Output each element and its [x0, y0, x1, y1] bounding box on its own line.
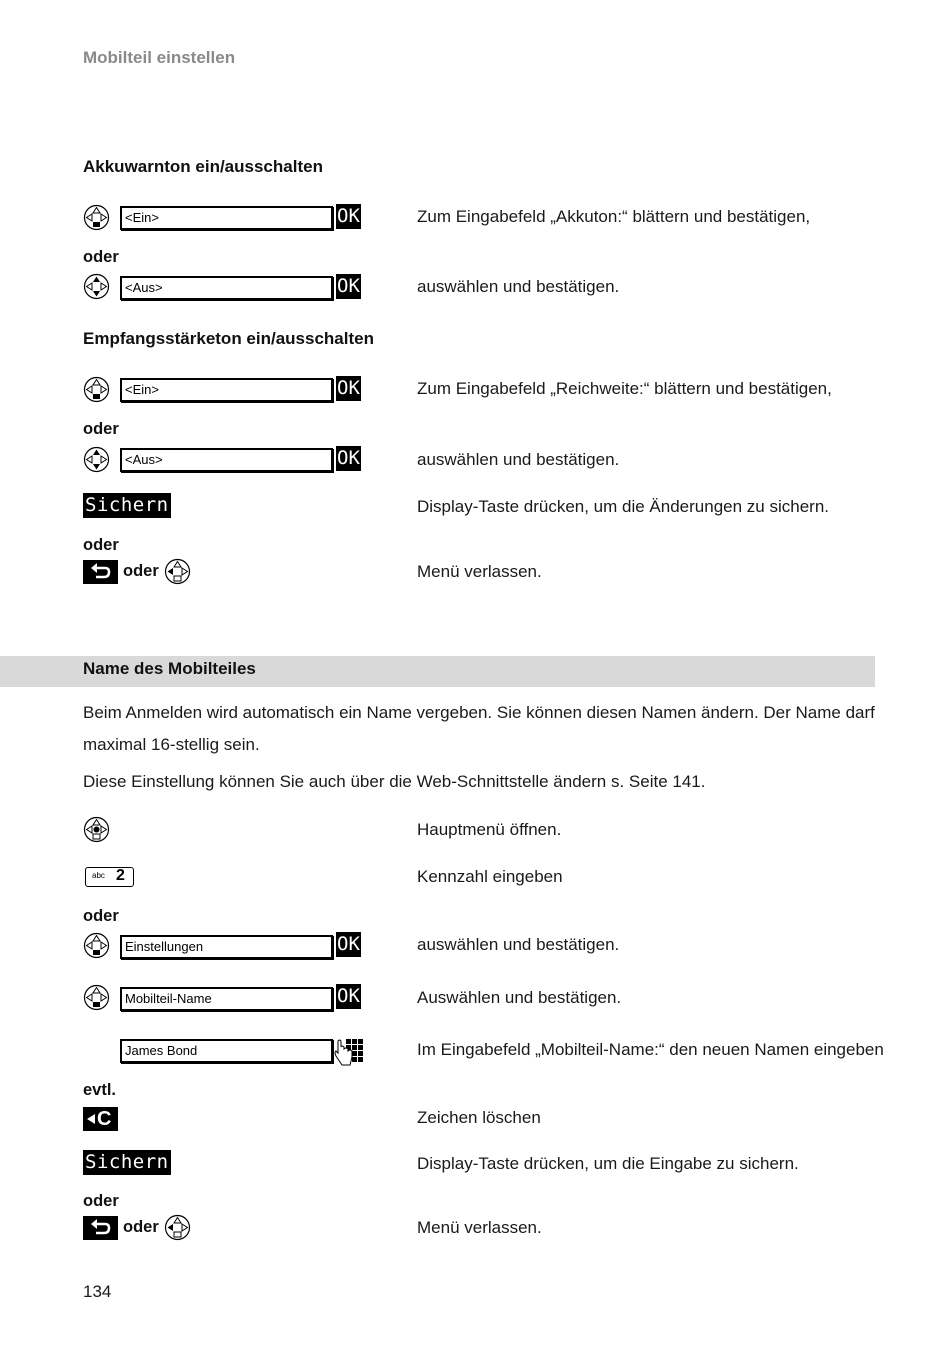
name-value-field[interactable]: James Bond — [120, 1039, 333, 1063]
ok-key[interactable]: OK — [337, 205, 360, 227]
ok-key[interactable]: OK — [337, 447, 360, 469]
digit-key-number: 2 — [116, 867, 125, 884]
page-number: 134 — [83, 1282, 112, 1301]
nav-key-icon — [83, 376, 110, 403]
handset-name-field[interactable]: Mobilteil-Name — [120, 987, 333, 1011]
nav-key-icon — [164, 558, 191, 585]
main-menu-desc: Hauptmenü öffnen. — [417, 820, 562, 839]
settings-field[interactable]: Einstellungen — [120, 935, 333, 959]
delete-desc: Zeichen löschen — [417, 1108, 541, 1127]
code-desc: Kennzahl eingeben — [417, 867, 563, 886]
empfang-heading: Empfangsstärketon ein/ausschalten — [83, 329, 374, 348]
settings-desc: auswählen und bestätigen. — [417, 935, 620, 954]
ok-key[interactable]: OK — [337, 933, 360, 955]
digit-key-2[interactable] — [85, 867, 134, 887]
or-label: oder — [83, 1192, 119, 1210]
akku-off-desc: auswählen und bestätigen. — [417, 277, 620, 296]
delete-key[interactable] — [83, 1107, 118, 1131]
digit-key-letters: abc — [92, 871, 105, 880]
handset-name-desc: Auswählen und bestätigen. — [417, 988, 622, 1007]
intro-paragraph-line: maximal 16-stellig sein. — [83, 735, 260, 754]
or-label: oder — [83, 420, 119, 438]
ok-key[interactable]: OK — [337, 985, 360, 1007]
save-softkey[interactable]: Sichern — [85, 1151, 169, 1173]
nav-key-icon — [83, 273, 110, 300]
nav-key-icon — [83, 816, 110, 843]
empfang-off-desc: auswählen und bestätigen. — [417, 450, 620, 469]
back-key-icon[interactable] — [83, 560, 118, 584]
or-label: oder — [83, 536, 119, 554]
empfang-off-field[interactable]: <Aus> — [120, 448, 333, 472]
nav-key-icon — [83, 984, 110, 1011]
or-label: oder — [123, 1218, 159, 1236]
ok-key[interactable]: OK — [337, 377, 360, 399]
nav-key-icon — [83, 932, 110, 959]
akku-on-desc: Zum Eingabefeld „Akkuton:“ blättern und bestätigen, — [417, 207, 811, 226]
or-label: oder — [83, 907, 119, 925]
empfang-on-desc: Zum Eingabefeld „Reichweite:“ blättern und bestätigen, — [417, 379, 832, 398]
save-softkey[interactable]: Sichern — [85, 494, 169, 516]
empfang-on-field[interactable]: <Ein> — [120, 378, 333, 402]
save-desc: Display-Taste drücken, um die Eingabe zu sichern. — [417, 1154, 799, 1173]
akku-on-field[interactable]: <Ein> — [120, 206, 333, 230]
nav-key-icon — [83, 204, 110, 231]
intro-paragraph-line: Beim Anmelden wird automatisch ein Name vergeben. Sie können diesen Namen ändern. Der Name darf — [83, 703, 875, 722]
leave-menu-desc: Menü verlassen. — [417, 562, 542, 581]
arrow-left-icon — [87, 1114, 95, 1124]
nav-key-icon — [83, 446, 110, 473]
akku-off-field[interactable]: <Aus> — [120, 276, 333, 300]
akku-heading: Akkuwarnton ein/ausschalten — [83, 157, 323, 176]
running-header: Mobilteil einstellen — [83, 48, 236, 67]
nav-key-icon — [164, 1214, 191, 1241]
name-section-heading: Name des Mobilteiles — [83, 659, 256, 678]
ok-key[interactable]: OK — [337, 275, 360, 297]
name-value-desc: Im Eingabefeld „Mobilteil-Name:“ den neuen Namen eingeben — [417, 1040, 884, 1059]
or-label: oder — [83, 248, 119, 266]
web-interface-note: Diese Einstellung können Sie auch über die Web-Schnittstelle ändern s. Seite 141. — [83, 772, 706, 791]
optional-label: evtl. — [83, 1081, 117, 1099]
keypad-icon — [334, 1037, 364, 1069]
delete-key-label: C — [97, 1108, 112, 1130]
leave-menu-desc: Menü verlassen. — [417, 1218, 542, 1237]
or-label: oder — [123, 562, 159, 580]
save-desc: Display-Taste drücken, um die Änderungen zu sichern. — [417, 497, 829, 516]
back-key-icon[interactable] — [83, 1216, 118, 1240]
